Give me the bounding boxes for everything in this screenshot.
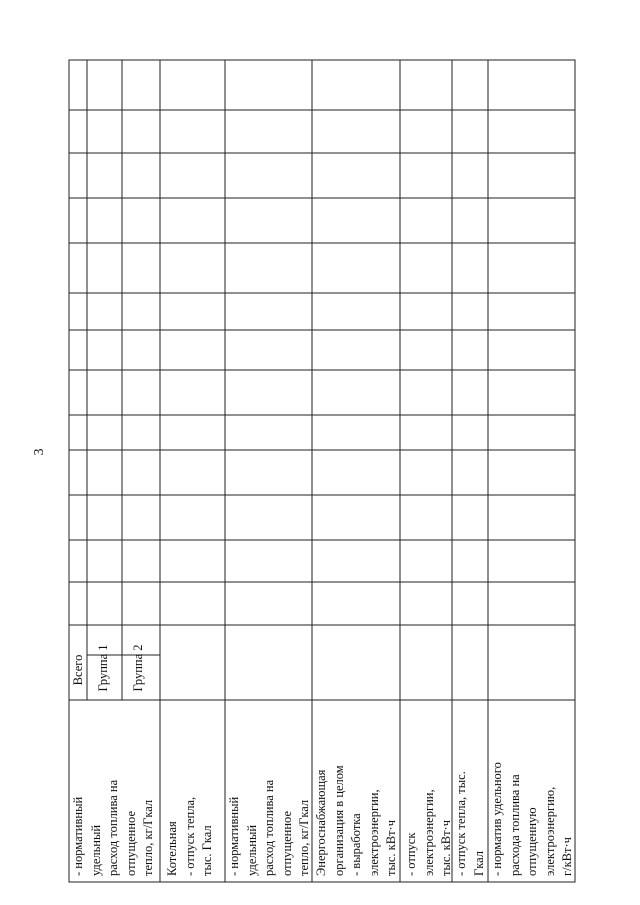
row-label-norm-heat-boiler: - нормативный удельный расход топлива на отпущенное тепло, кг/Гкал <box>227 779 311 876</box>
row-label-norm-electricity: - норматив удельного расхода топлива на отпущенную электроэнергию, г/кВт·ч <box>490 762 574 876</box>
row-label-boiler: Котельная - отпуск тепла, тыс. Гкал <box>165 796 214 876</box>
header-group1: Группа 1 <box>96 644 110 692</box>
header-group2: Группа 2 <box>131 644 145 692</box>
row-label-electricity-output: - отпуск электроэнергии, тыс. кВт·ч <box>404 789 453 876</box>
header-total: Всего <box>71 654 85 686</box>
row-label-norm-heat: - нормативный удельный расход топлива на отпущенное тепло, кг/Гкал <box>71 779 155 876</box>
row-label-heat-output: - отпуск тепла, тыс. Гкал <box>454 771 486 876</box>
row-label-energy-supply: Энергоснабжающая организация в целом - выработка электроэнергии, тыс. кВт·ч <box>314 765 398 876</box>
page-number: 3 <box>32 448 47 456</box>
